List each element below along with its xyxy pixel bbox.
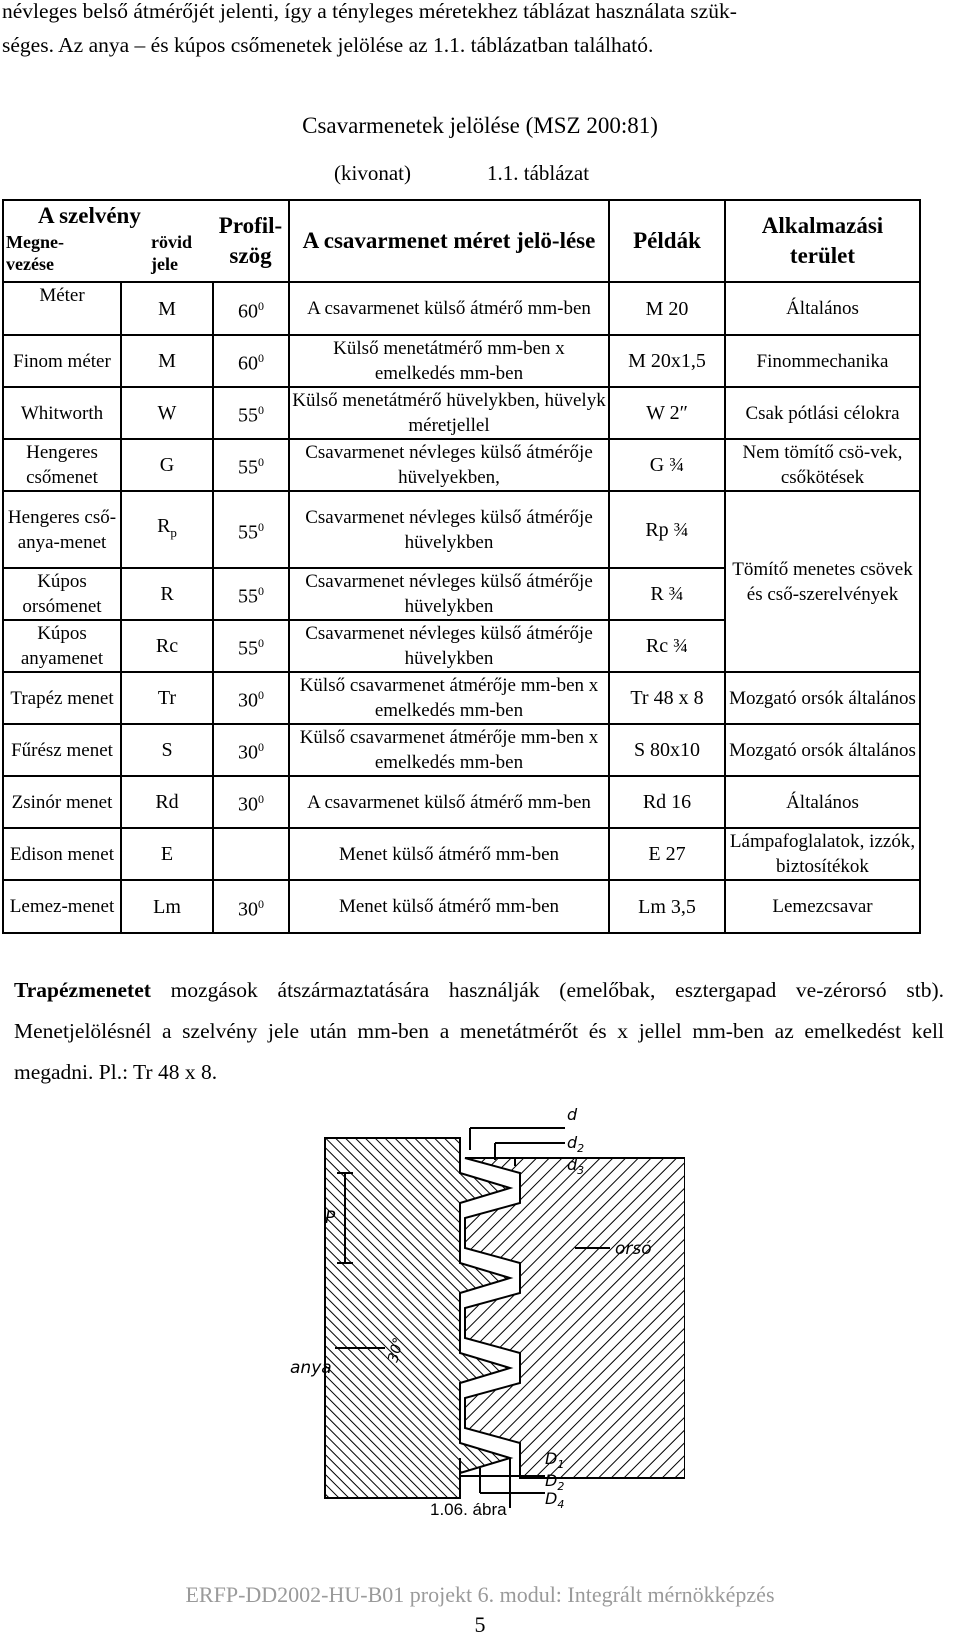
row-description: Csavarmenet névleges külső átmérője hüvelykben [289,620,609,672]
table-title: Csavarmenetek jelölése (MSZ 200:81) [302,113,658,138]
row-name: Kúpos orsómenet [3,568,121,620]
row-description: Külső menetátmérő hüvelykben, hüvelyk méretjellel [289,387,609,439]
label-orso: orsó [615,1239,652,1259]
row-angle: $30^0$ [213,724,289,776]
table-row [3,282,920,335]
intro-line-2: séges. Az anya – és kúpos csőmenetek jelölése az 1.1. táblázatban található. [2,33,654,57]
header-peldak: Példák [609,200,725,282]
label-D2: $D_2$ [545,1471,565,1493]
row-name: Kúpos anyamenet [3,620,121,672]
row-angle: $30^0$ [213,672,289,724]
row-name: Hengeres csőmenet [3,439,121,491]
row-example: Lm 3,5 [609,880,725,933]
header-rovid-jele: rövid jele [151,232,193,274]
row-angle: $30^0$ [213,880,289,933]
row-name: Edison menet [3,828,121,880]
row-angle: $55^0$ [213,439,289,491]
row-application: Finommechanika [725,335,920,387]
row-application: Mozgató orsók általános [725,724,920,776]
row-description: Csavarmenet névleges külső átmérője hüvelykben [289,568,609,620]
row-example: E 27 [609,828,725,880]
table-row [3,776,920,828]
row-code: M [121,335,213,387]
row-name: Zsinór menet [3,776,121,828]
table-row [3,335,920,387]
header-alkalmazasi-terulet: Alkalmazási terület [725,200,920,282]
row-example: M 20x1,5 [609,335,725,387]
label-d2: $d_2$ [567,1133,585,1155]
row-application: Lemezcsavar [725,880,920,933]
row-code: E [121,828,213,880]
paragraph-rest: mozgások átszármaztatására használják (emelőbak, esztergapad ve-zérorsó stb). Menetjelölésnél a szelvény jele után mm-ben a menetátmérőt és x jellel mm-ben az emelkedést kell megadni. Pl.: Tr 48 x 8. [14,978,944,1084]
row-description: Külső csavarmenet átmérője mm-ben x emelkedés mm-ben [289,672,609,724]
row-application: Általános [725,776,920,828]
row-description: Külső csavarmenet átmérője mm-ben x emelkedés mm-ben [289,724,609,776]
row-angle: $60^0$ [213,282,289,335]
header-szelveny [3,200,213,282]
row-name: Finom méter [3,335,121,387]
trapezoid-thread-figure [265,1098,685,1508]
label-D1: $D_1$ [545,1449,565,1471]
row-code: G [121,439,213,491]
row-description: Csavarmenet névleges külső átmérője hüvelykben [289,491,609,568]
row-description: A csavarmenet külső átmérő mm-ben [289,776,609,828]
trapez-paragraph [14,970,944,1093]
row-code: W [121,387,213,439]
row-example: S 80x10 [609,724,725,776]
table-row [3,880,920,933]
page-number: 5 [474,1612,486,1637]
row-name: Fűrész menet [3,724,121,776]
row-code: Tr [121,672,213,724]
header-profilszog: Profil-szög [213,200,289,282]
row-description: A csavarmenet külső átmérő mm-ben [289,282,609,335]
label-D4: $D_4$ [545,1489,565,1508]
row-name: Lemez-menet [3,880,121,933]
row-application: Csak pótlási célokra [725,387,920,439]
table-row [3,491,920,568]
row-example: Rp ¾ [609,491,725,568]
table-row [3,724,920,776]
row-application: Nem tömítő csö-vek, csőkötések [725,439,920,491]
row-angle: $55^0$ [213,568,289,620]
label-angle: 30° [385,1335,408,1365]
row-angle: $60^0$ [213,335,289,387]
table-number: 1.1. táblázat [487,161,590,185]
table-row [3,828,920,880]
row-name: Trapéz menet [3,672,121,724]
row-application: Általános [725,282,920,335]
label-d: d [567,1105,578,1124]
thread-designation-table [2,199,921,934]
row-description: Külső menetátmérő mm-ben x emelkedés mm-ben [289,335,609,387]
row-example: W 2″ [609,387,725,439]
table-row [3,439,920,491]
row-code: $R_p$ [121,491,213,568]
bold-term: Trapézmenetet [14,978,151,1002]
row-example: Rc ¾ [609,620,725,672]
row-angle [213,828,289,880]
figure-caption: 1.06. ábra [430,1500,507,1519]
screw-body [465,1158,685,1478]
row-angle: $55^0$ [213,491,289,568]
header-megnevezes: Megne-vezése [6,232,64,274]
row-code: M [121,282,213,335]
header-meret-jelolese: A csavarmenet méret jelö-lése [289,200,609,282]
label-P: P [325,1208,336,1228]
row-application: Tömítő menetes csövek és cső-szerelvények [725,491,920,672]
header-szelveny-label: A szelvény [38,203,141,228]
label-anya: anya [290,1358,332,1378]
row-angle: $30^0$ [213,776,289,828]
row-description: Menet külső átmérő mm-ben [289,828,609,880]
row-description: Menet külső átmérő mm-ben [289,880,609,933]
table-subtitle: (kivonat) [334,161,411,185]
row-application: Mozgató orsók általános [725,672,920,724]
row-example: R ¾ [609,568,725,620]
row-code: R [121,568,213,620]
row-angle: $55^0$ [213,620,289,672]
table-row [3,672,920,724]
row-name: Hengeres cső-anya-menet [3,491,121,568]
page-footer: ERFP-DD2002-HU-B01 projekt 6. modul: Integrált mérnökképzés [185,1582,775,1607]
table-row [3,387,920,439]
row-example: Rd 16 [609,776,725,828]
row-angle: $55^0$ [213,387,289,439]
row-code: S [121,724,213,776]
intro-line-1: névleges belső átmérőjét jelenti, így a tényleges méretekhez táblázat használata szük- [2,0,737,23]
row-code: Lm [121,880,213,933]
row-name: Méter [3,282,121,335]
row-example: Tr 48 x 8 [609,672,725,724]
row-example: G ¾ [609,439,725,491]
row-application: Lámpafoglalatok, izzók, biztosítékok [725,828,920,880]
row-description: Csavarmenet névleges külső átmérője hüvelyekben, [289,439,609,491]
row-code: Rc [121,620,213,672]
row-code: Rd [121,776,213,828]
row-example: M 20 [609,282,725,335]
intro-paragraph [2,0,952,62]
row-name: Whitworth [3,387,121,439]
